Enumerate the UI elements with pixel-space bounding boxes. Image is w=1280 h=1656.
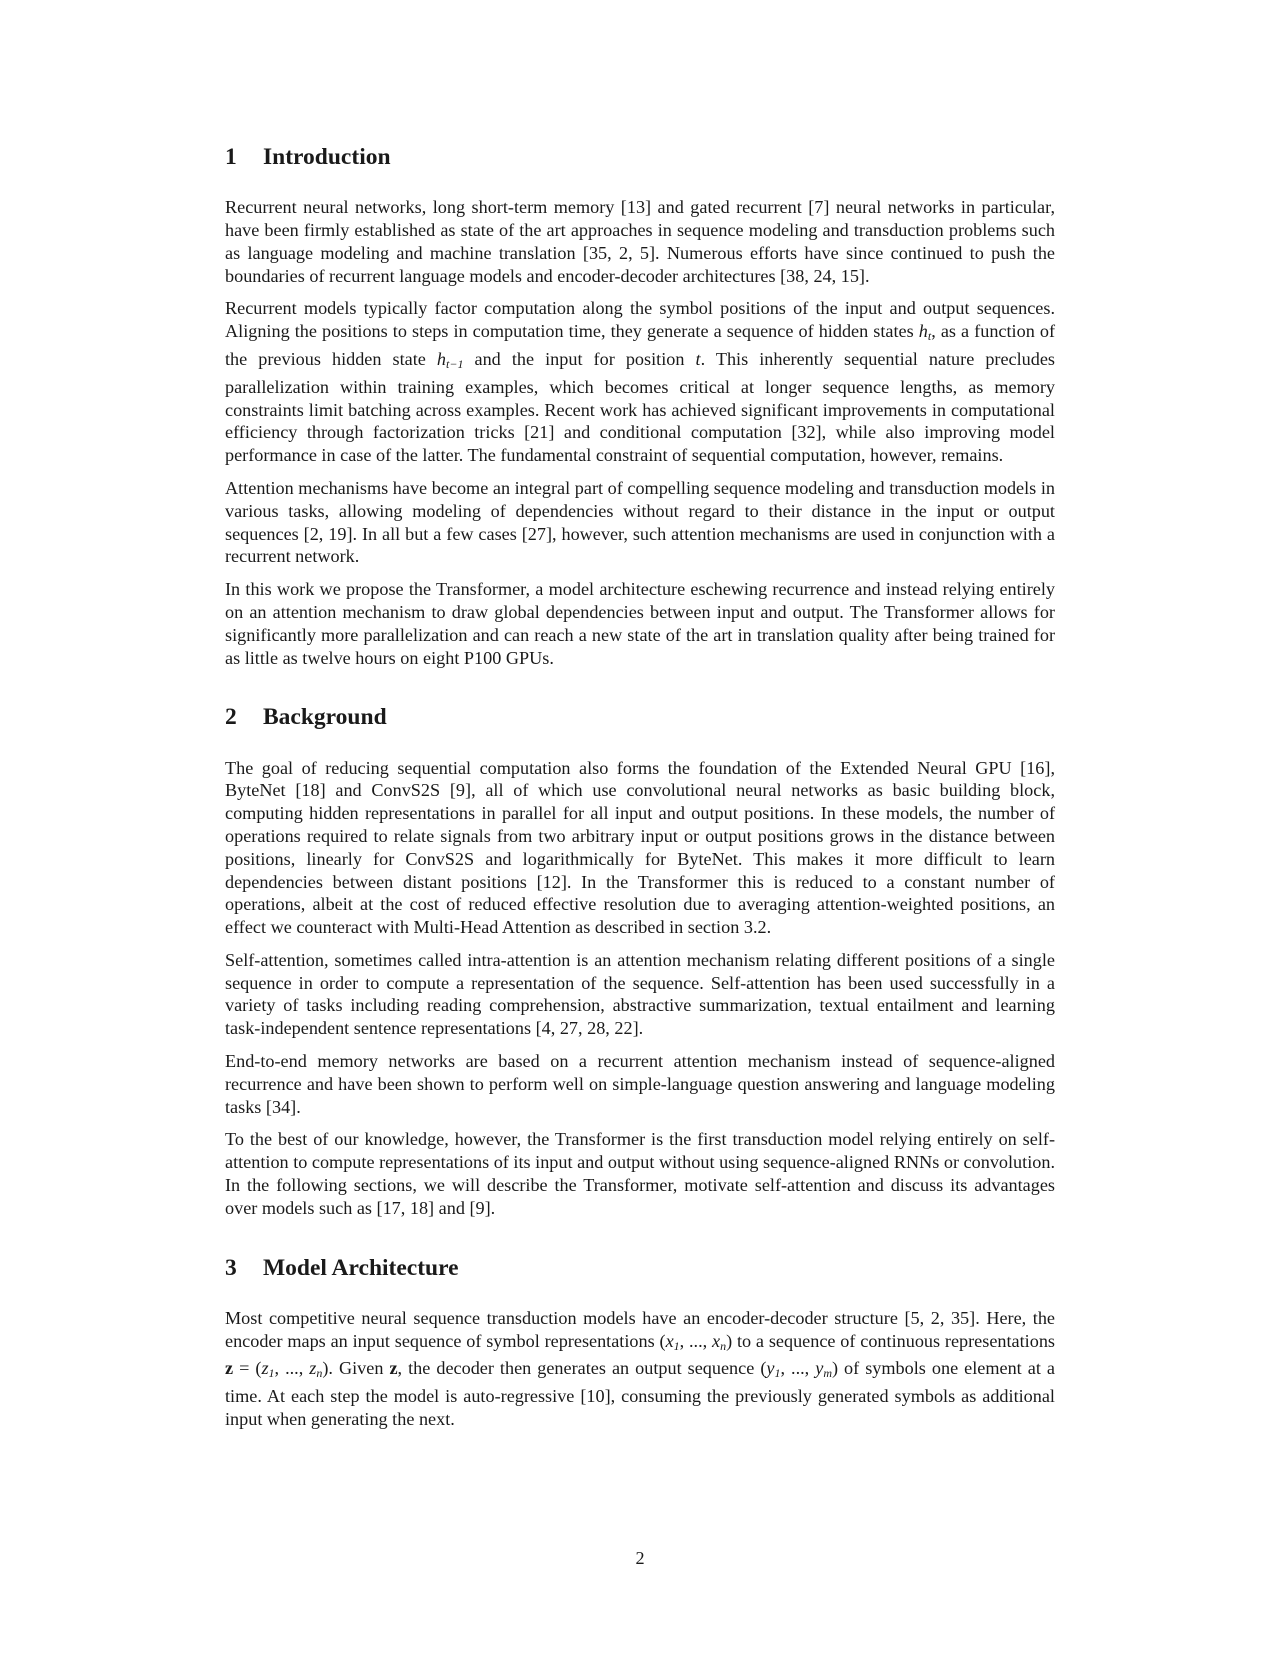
- section-title: Model Architecture: [263, 1254, 459, 1281]
- background-paragraph-1: The goal of reducing sequential computation also forms the foundation of the Extended Neural GPU [16], ByteNet [18] and ConvS2S [9], all of which use convolutional neural networks as basic building block, computing hidden representations in parallel for all input and output positions. In these models, the number of operations required to relate signals from two arbitrary input or output positions grows in the distance between positions, linearly for ConvS2S and logarithmically for ByteNet. This makes it more difficult to learn dependencies between distant positions [12]. In the Transformer this is reduced to a constant number of operations, albeit at the cost of reduced effective resolution due to averaging attention-weighted positions, an effect we counteract with Multi-Head Attention as described in section 3.2.: [225, 757, 1055, 938]
- section-heading-background: [225, 703, 1055, 731]
- model-architecture-paragraph-1: Most competitive neural sequence transduction models have an encoder-decoder structure [5, 2, 35]. Here, the encoder maps an input sequence of symbol representations ($x_1$, ..., $x_n$) to a sequence of continuous representations $z = (z_1$, ..., $z_n$). Given z, the decoder then generates an output sequence ($y_1$, ..., $y_m$) of symbols one element at a time. At each step the model is auto-regressive [10], consuming the previously generated symbols as additional input when generating the next.: [225, 1307, 1055, 1430]
- intro-paragraph-3: Attention mechanisms have become an integral part of compelling sequence modeling and transduction models in various tasks, allowing modeling of dependencies without regard to their distance in the input or output sequences [2, 19]. In all but a few cases [27], however, such attention mechanisms are used in conjunction with a recurrent network.: [225, 477, 1055, 567]
- intro-paragraph-1: Recurrent neural networks, long short-term memory [13] and gated recurrent [7] neural networks in particular, have been firmly established as state of the art approaches in sequence modeling and transduction problems such as language modeling and machine translation [35, 2, 5]. Numerous efforts have since continued to push the boundaries of recurrent language models and encoder-decoder architectures [38, 24, 15].: [225, 197, 1055, 286]
- intro-paragraph-2: Recurrent models typically factor computation along the symbol positions of the input and output sequences. Aligning the positions to steps in computation time, they generate a sequence of hidden states $h_t$, as a function of the previous hidden state $h_{t-1}$ and the input for position t. This inherently sequential nature precludes parallelization within training examples, which becomes critical at longer sequence lengths, as memory constraints limit batching across examples. Recent work has achieved significant improvements in computational efficiency through factorization tricks [21] and conditional computation [32], while also improving model performance in case of the latter. The fundamental constraint of sequential computation, however, remains.: [225, 298, 1056, 466]
- page-number: 2: [635, 1548, 645, 1568]
- section-title: Introduction: [263, 144, 391, 170]
- section-title: Background: [263, 704, 387, 731]
- paper-page: [225, 140, 1055, 1431]
- section-heading-introduction: [225, 143, 1055, 171]
- section-number: 3: [225, 1254, 237, 1281]
- intro-paragraph-4: In this work we propose the Transformer, a model architecture eschewing recurrence and instead relying entirely on an attention mechanism to draw global dependencies between input and output. The Transformer allows for significantly more parallelization and can reach a new state of the art in translation quality after being trained for as little as twelve hours on eight P100 GPUs.: [225, 579, 1055, 668]
- background-paragraph-4: To the best of our knowledge, however, the Transformer is the first transduction model relying entirely on self-attention to compute representations of its input and output without using sequence-aligned RNNs or convolution. In the following sections, we will describe the Transformer, motivate self-attention and discuss its advantages over models such as [17, 18] and [9].: [225, 1129, 1055, 1218]
- section-number: 1: [225, 144, 237, 170]
- background-paragraph-3: End-to-end memory networks are based on a recurrent attention mechanism instead of sequence-aligned recurrence and have been shown to perform well on simple-language question answering and language modeling tasks [34].: [225, 1051, 1055, 1117]
- background-paragraph-2: Self-attention, sometimes called intra-attention is an attention mechanism relating different positions of a single sequence in order to compute a representation of the sequence. Self-attention has been used successfully in a variety of tasks including reading comprehension, abstractive summarization, textual entailment and learning task-independent sentence representations [4, 27, 28, 22].: [225, 949, 1055, 1039]
- section-heading-model-architecture: [225, 1254, 1055, 1282]
- section-number: 2: [225, 704, 237, 731]
